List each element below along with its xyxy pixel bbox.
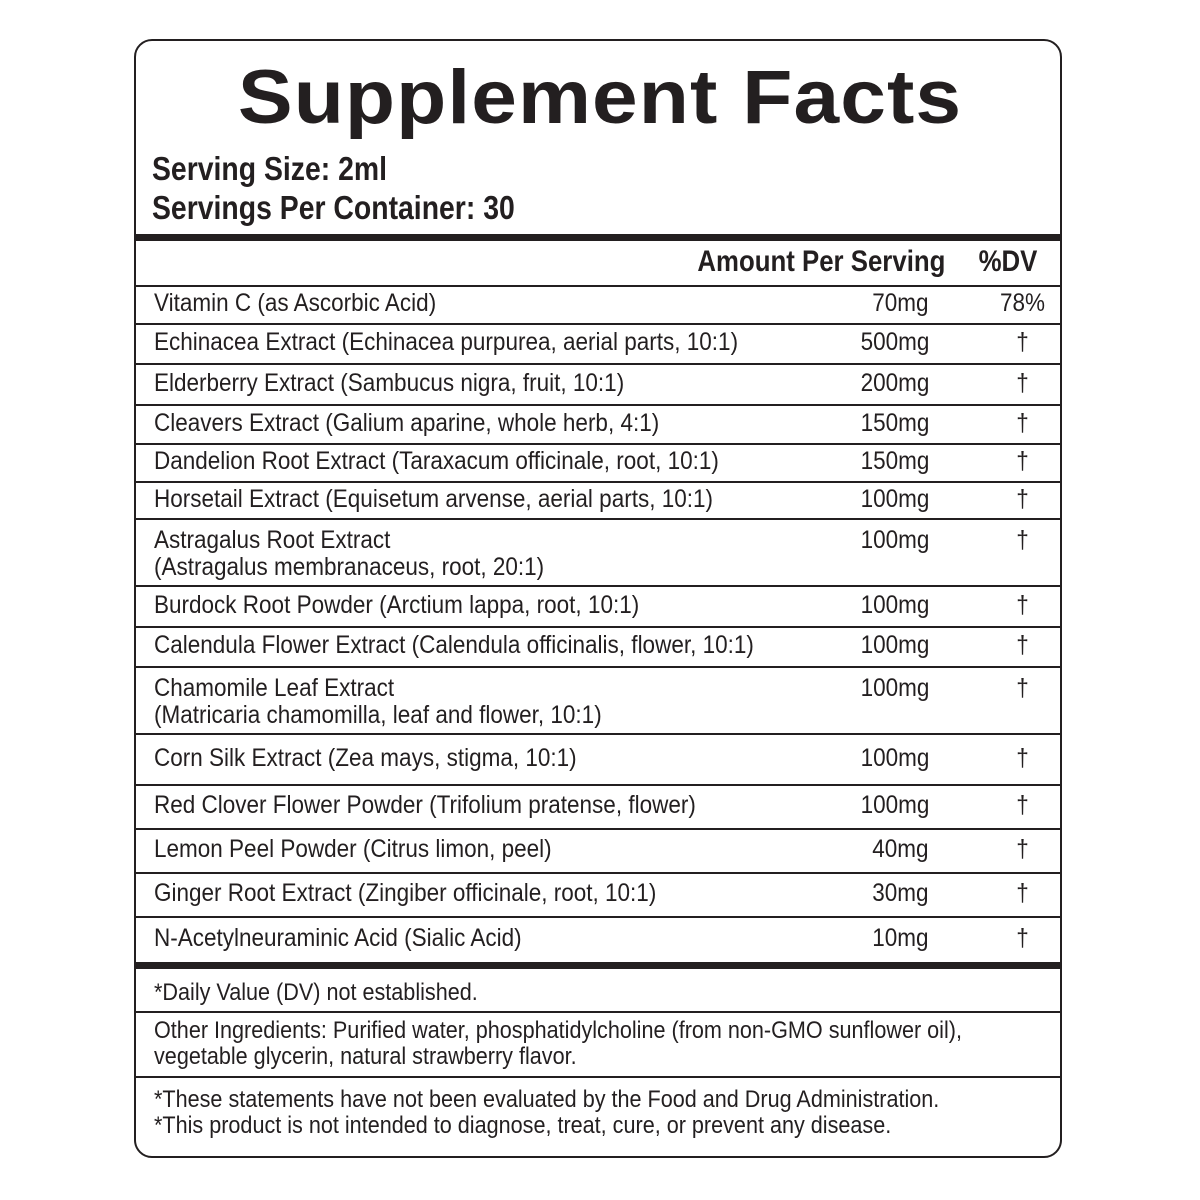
ingredient-dv: † [1016,791,1029,819]
amount-per-serving-header: Amount Per Serving [696,245,945,278]
ingredient-name: Dandelion Root Extract (Taraxacum officinale, root, 10:1) [154,447,719,475]
ingredient-dv: † [1016,674,1029,702]
row-divider [136,872,1061,874]
ingredient-amount: 100mg [860,791,929,819]
ingredient-name: Calendula Flower Extract (Calendula officinalis, flower, 10:1) [154,631,754,659]
other-ingredients: Other Ingredients: Purified water, phosphatidylcholine (from non-GMO sunflower oil), vegetable glycerin, natural strawberry flavor. [154,1017,962,1070]
thick-divider-top [136,234,1061,241]
ingredient-amount: 100mg [860,591,929,619]
row-divider [136,443,1061,445]
row-divider [136,828,1061,830]
ingredient-name: Red Clover Flower Powder (Trifolium pratense, flower) [154,791,696,819]
ingredient-amount: 30mg [872,879,929,907]
ingredient-amount: 100mg [860,526,929,554]
ingredient-amount: 150mg [860,447,929,475]
ingredient-dv: † [1016,631,1029,659]
header-divider [136,285,1061,287]
row-divider [136,518,1061,520]
ingredient-name: Echinacea Extract (Echinacea purpurea, aerial parts, 10:1) [154,328,739,356]
ingredient-name: Astragalus Root Extract (Astragalus membranaceus, root, 20:1) [154,526,545,581]
ingredient-amount: 100mg [860,485,929,513]
ingredient-amount: 100mg [860,631,929,659]
dv-footnote: *Daily Value (DV) not established. [154,979,478,1006]
ingredient-amount: 100mg [860,674,929,702]
divider [136,1076,1061,1078]
ingredient-dv: † [1016,369,1029,397]
ingredient-dv: † [1016,879,1029,907]
serving-size: Serving Size: 2ml [152,150,388,187]
ingredient-name: N-Acetylneuraminic Acid (Sialic Acid) [154,924,522,952]
row-divider [136,733,1061,735]
servings-per-container: Servings Per Container: 30 [152,189,515,226]
ingredient-amount: 150mg [860,409,929,437]
row-divider [136,585,1061,587]
ingredient-name: Horsetail Extract (Equisetum arvense, aerial parts, 10:1) [154,485,713,513]
ingredient-name: Vitamin C (as Ascorbic Acid) [154,289,437,317]
row-divider [136,363,1061,365]
panel-title: Supplement Facts [237,55,963,140]
thick-divider-bottom [136,962,1061,969]
ingredient-dv: † [1016,924,1029,952]
ingredient-dv: † [1016,447,1029,475]
ingredient-amount: 500mg [860,328,929,356]
ingredient-amount: 10mg [872,924,929,952]
row-divider [136,404,1061,406]
row-divider [136,916,1061,918]
ingredient-dv: † [1016,744,1029,772]
divider [136,1011,1061,1013]
ingredient-dv: † [1016,591,1029,619]
row-divider [136,481,1061,483]
row-divider [136,626,1061,628]
row-divider [136,323,1061,325]
ingredient-dv: † [1016,485,1029,513]
ingredient-name: Cleavers Extract (Galium aparine, whole herb, 4:1) [154,409,660,437]
ingredient-amount: 40mg [872,835,929,863]
ingredient-name: Ginger Root Extract (Zingiber officinale, root, 10:1) [154,879,657,907]
ingredient-amount: 100mg [860,744,929,772]
ingredient-amount: 70mg [872,289,929,317]
ingredient-dv: † [1016,328,1029,356]
ingredient-name: Corn Silk Extract (Zea mays, stigma, 10:1) [154,744,577,772]
row-divider [136,784,1061,786]
ingredient-amount: 200mg [860,369,929,397]
ingredient-name: Chamomile Leaf Extract (Matricaria chamomilla, leaf and flower, 10:1) [154,674,602,729]
ingredient-name: Lemon Peel Powder (Citrus limon, peel) [154,835,552,863]
ingredient-dv: † [1016,526,1029,554]
row-divider [136,666,1061,668]
dv-header: %DV [978,245,1037,278]
ingredient-name: Burdock Root Powder (Arctium lappa, root, 10:1) [154,591,640,619]
ingredient-dv: † [1016,835,1029,863]
ingredient-name: Elderberry Extract (Sambucus nigra, fruit, 10:1) [154,369,625,397]
ingredient-dv: † [1016,409,1029,437]
ingredient-dv: 78% [999,289,1046,317]
fda-disclaimer: *These statements have not been evaluated by the Food and Drug Administration. *This product is not intended to diagnose, treat, cure, or prevent any disease. [154,1086,940,1139]
